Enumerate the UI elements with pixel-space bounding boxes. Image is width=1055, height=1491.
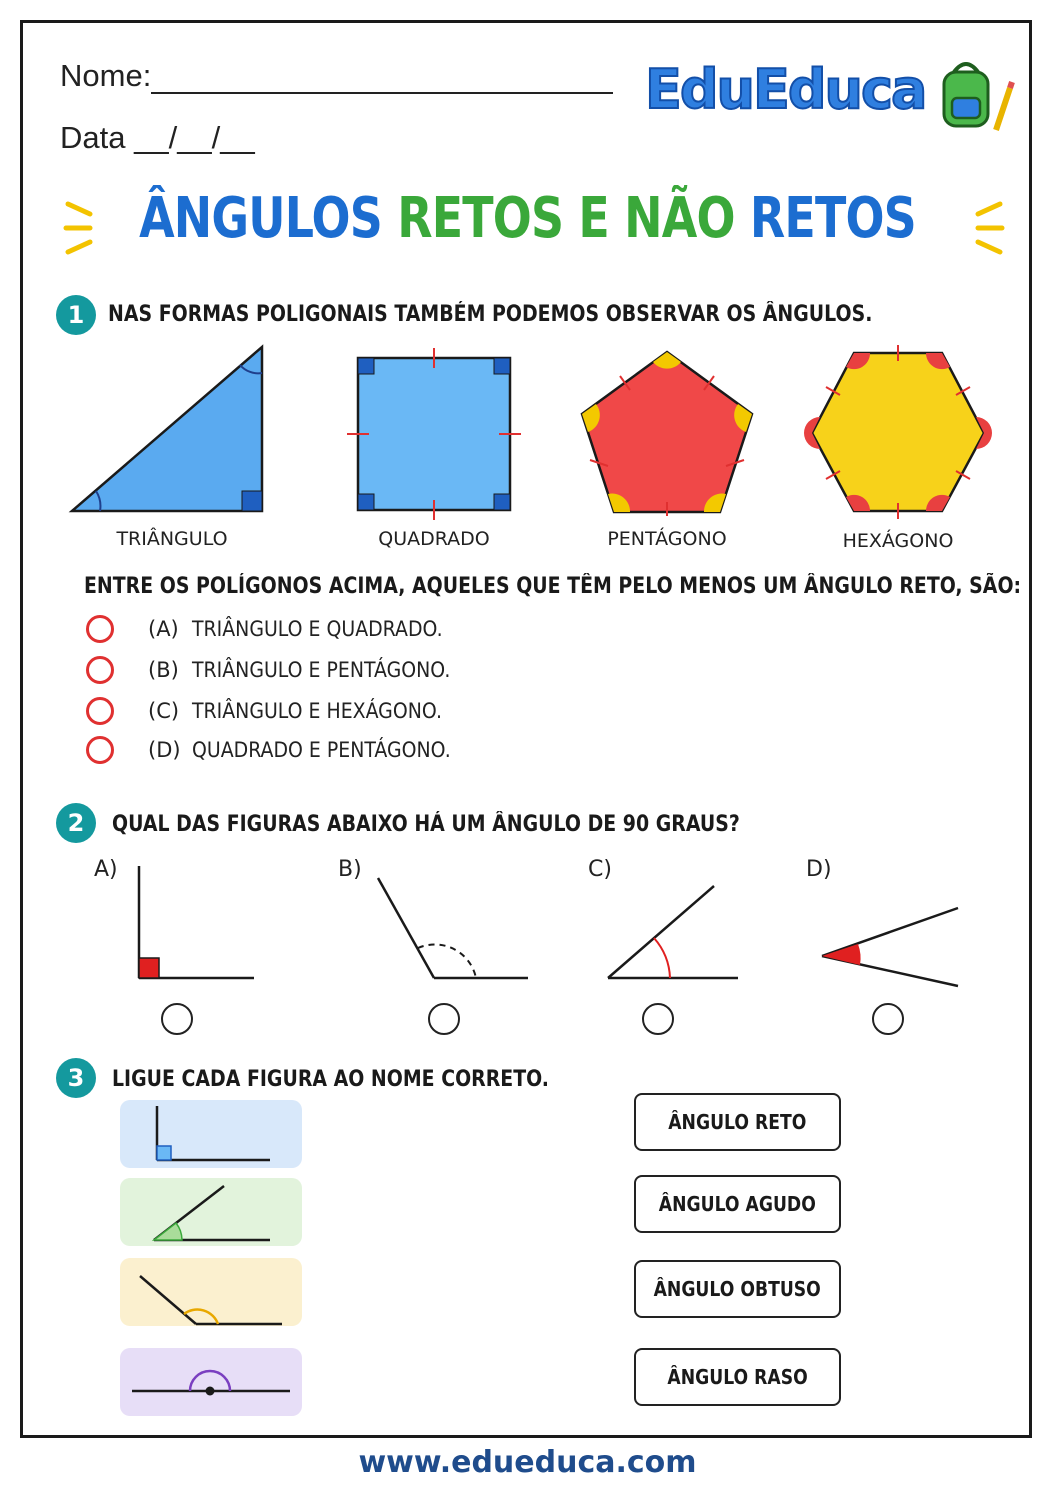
- option-a-letter: (A): [148, 617, 179, 641]
- option-a-text: TRIÂNGULO E QUADRADO.: [192, 617, 443, 641]
- option-c-text: TRIÂNGULO E HEXÁGONO.: [192, 699, 442, 723]
- option-c[interactable]: [86, 694, 442, 728]
- shape-label-square: QUADRADO: [378, 528, 490, 550]
- question2-prompt: QUAL DAS FIGURAS ABAIXO HÁ UM ÂNGULO DE 90 GRAUS?: [112, 812, 740, 837]
- name-box-obtuse-angle[interactable]: [634, 1260, 841, 1318]
- figure-d-acute-angle: [816, 904, 966, 994]
- name-obtuse-angle: ÂNGULO OBTUSO: [653, 1277, 822, 1301]
- logo: EduEduca: [645, 58, 926, 121]
- page-title: [95, 186, 960, 251]
- figure-b-label: B): [338, 857, 362, 882]
- question3-prompt: LIGUE CADA FIGURA AO NOME CORRETO.: [112, 1067, 549, 1092]
- option-d-radio[interactable]: [86, 736, 114, 764]
- answer-b-circle[interactable]: [428, 1003, 460, 1035]
- card4-straight-angle-figure: [130, 1364, 292, 1400]
- answer-c-circle[interactable]: [642, 1003, 674, 1035]
- shape-label-hexagon: HEXÁGONO: [842, 530, 954, 552]
- name-label: Nome:: [60, 58, 152, 93]
- option-b-letter: (B): [148, 658, 179, 682]
- pentagon-shape: [580, 350, 755, 515]
- option-d-letter: (D): [148, 738, 181, 762]
- name-right-angle: ÂNGULO RETO: [668, 1110, 807, 1134]
- figure-a-right-angle: [130, 862, 260, 984]
- card2-acute-angle-figure: [150, 1182, 275, 1244]
- name-box-acute-angle[interactable]: [634, 1175, 841, 1233]
- figure-d-label: D): [806, 857, 832, 882]
- title-part2: RETOS E NÃO: [397, 186, 735, 251]
- answer-d-circle[interactable]: [872, 1003, 904, 1035]
- square-shape: [345, 345, 525, 520]
- sparkle-right-icon: [968, 198, 1008, 258]
- shape-label-triangle: TRIÂNGULO: [116, 528, 228, 550]
- question1-subprompt: ENTRE OS POLÍGONOS ACIMA, AQUELES QUE TÊM PELO MENOS UM ÂNGULO RETO, SÃO:: [84, 574, 1022, 599]
- name-box-right-angle[interactable]: [634, 1093, 841, 1151]
- figure-c-label: C): [588, 857, 612, 882]
- card3-obtuse-angle-figure: [136, 1270, 286, 1328]
- name-straight-angle: ÂNGULO RASO: [667, 1365, 808, 1389]
- question2-badge: 2: [56, 803, 96, 843]
- hexagon-shape: [808, 345, 988, 520]
- question3-badge: 3: [56, 1058, 96, 1098]
- question1-prompt: NAS FORMAS POLIGONAIS TAMBÉM PODEMOS OBSERVAR OS ÂNGULOS.: [108, 302, 873, 327]
- name-line: [151, 92, 613, 94]
- option-d[interactable]: [86, 733, 451, 767]
- figure-c-acute-angle: [604, 880, 744, 984]
- option-a-radio[interactable]: [86, 615, 114, 643]
- shape-label-pentagon: PENTÁGONO: [607, 528, 727, 550]
- card1-right-angle-figure: [150, 1106, 275, 1164]
- name-acute-angle: ÂNGULO AGUDO: [658, 1192, 817, 1216]
- option-b-radio[interactable]: [86, 656, 114, 684]
- option-b-text: TRIÂNGULO E PENTÁGONO.: [192, 658, 451, 682]
- option-c-radio[interactable]: [86, 697, 114, 725]
- option-b[interactable]: [86, 653, 451, 687]
- triangle-shape: [70, 345, 265, 515]
- footer-url[interactable]: www.edueduca.com: [358, 1445, 697, 1480]
- name-box-straight-angle[interactable]: [634, 1348, 841, 1406]
- question1-badge: 1: [56, 295, 96, 335]
- answer-a-circle[interactable]: [161, 1003, 193, 1035]
- date-label: Data __/__/__: [60, 120, 255, 155]
- title-part1: ÂNGULOS: [139, 186, 383, 251]
- figure-b-obtuse-angle: [372, 872, 532, 984]
- figure-a-label: A): [94, 857, 118, 882]
- name-row: [60, 58, 613, 94]
- title-part3: RETOS: [749, 186, 916, 251]
- backpack-icon: [938, 58, 1016, 134]
- option-a[interactable]: [86, 612, 443, 646]
- option-d-text: QUADRADO E PENTÁGONO.: [192, 738, 451, 762]
- option-c-letter: (C): [148, 699, 180, 723]
